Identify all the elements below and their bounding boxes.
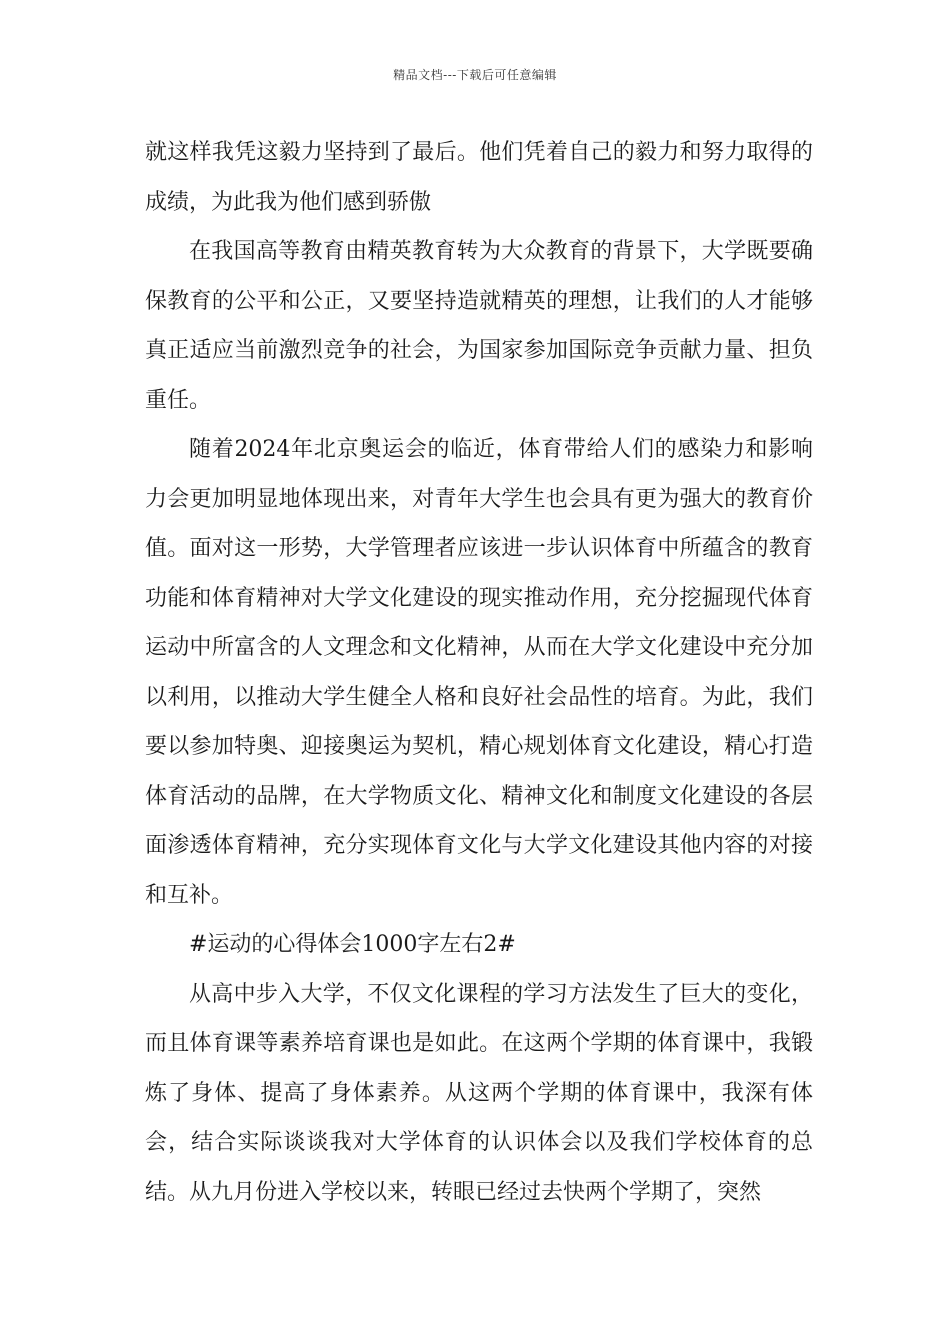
- paragraph-continuation: 就这样我凭这毅力坚持到了最后。他们凭着自己的毅力和努力取得的成绩，为此我为他们感到骄傲: [145, 140, 813, 215]
- section-heading: #运动的心得体会1000字左右2#: [189, 932, 516, 957]
- paragraph-olympics: 随着2024年北京奥运会的临近，体育带给人们的感染力和影响力会更加明显地体现出来，对青年大学生也会具有更为强大的教育价值。面对这一形势，大学管理者应该进一步认识体育中所蕴含的教育功能和体育精神对大学文化建设的现实推动作用，充分挖掘现代体育运动中所富含的人文理念和文化精神，从而在大学文化建设中充分加以利用，以推动大学生健全人格和良好社会品性的培育。为此，我们要以参加特奥、迎接奥运为契机，精心规划体育文化建设，精心打造体育活动的品牌，在大学物质文化、精神文化和制度文化建设的各层面渗透体育精神，充分实现体育文化与大学文化建设其他内容的对接和互补。: [145, 437, 813, 908]
- paragraph-pe-class: 从高中步入大学，不仅文化课程的学习方法发生了巨大的变化，而且体育课等素养培育课也是如此。在这两个学期的体育课中，我锻炼了身体、提高了身体素养。从这两个学期的体育课中，我深有体会，结合实际谈谈我对大学体育的认识体会以及我们学校体育的总结。从九月份进入学校以来，转眼已经过去快两个学期了，突然: [145, 981, 813, 1205]
- document-body: [145, 128, 813, 1217]
- page-header: 精品文档---下载后可任意编辑: [393, 68, 557, 82]
- paragraph-higher-education: 在我国高等教育由精英教育转为大众教育的背景下，大学既要确保教育的公平和公正，又要坚持造就精英的理想，让我们的人才能够真正适应当前激烈竞争的社会，为国家参加国际竞争贡献力量、担负重任。: [145, 239, 813, 413]
